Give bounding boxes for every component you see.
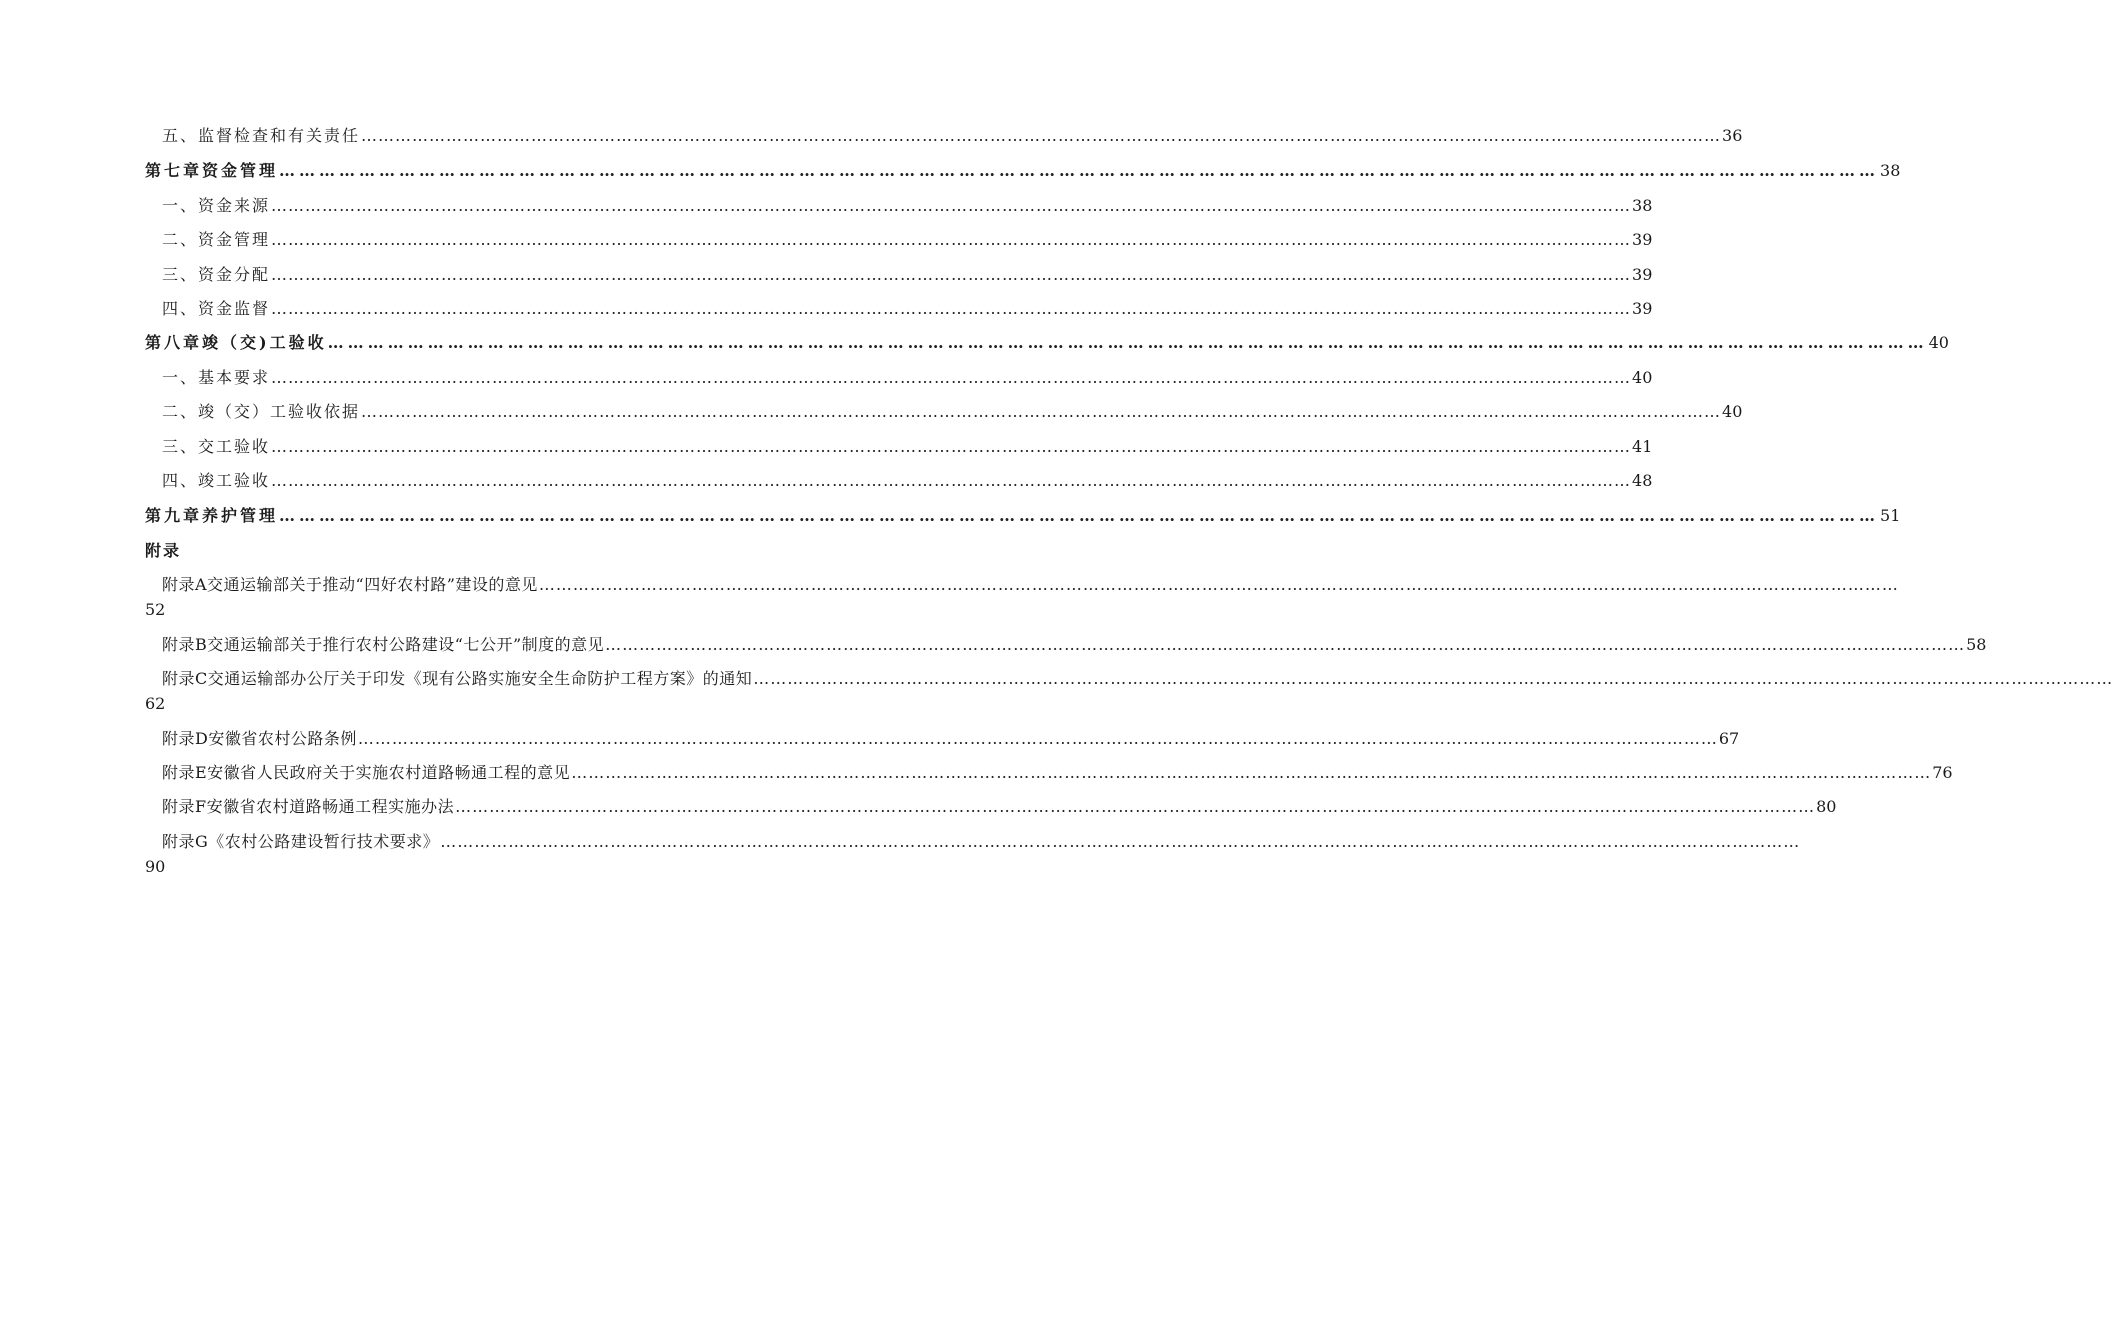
appendix-title: 附录D安徽省农村公路条例 (162, 729, 357, 748)
section-entry (162, 263, 1653, 287)
chapter-title: 第七章资金管理 (145, 161, 279, 180)
appendix-title: 附录F安徽省农村道路畅通工程实施办法 (162, 797, 455, 816)
section-entry (162, 194, 1653, 218)
page-number: 51 (1880, 506, 1901, 525)
page-number: 40 (1722, 402, 1743, 421)
appendix-entry (162, 727, 1740, 751)
leader-dots: …………………………………………………………………………………………………………………………………………………………………………………………………………………… (279, 161, 1880, 180)
page-number: 48 (1632, 471, 1653, 490)
page-number: 39 (1632, 230, 1653, 249)
leader-dots: …………………………………………………………………………………………………………………………………………………………………………………………………………………… (327, 333, 1928, 352)
leader-dots: …………………………………………………………………………………………………………………………………………………………………………………………………………………… (571, 763, 1932, 782)
page-number: 39 (1632, 299, 1653, 318)
page-number: 38 (1880, 161, 1901, 180)
leader-dots: …………………………………………………………………………………………………………………………………………………………………………………………………………………… (605, 635, 1966, 654)
section-title: 二、竣（交）工验收依据 (162, 402, 361, 421)
section-title: 四、竣工验收 (162, 471, 271, 490)
chapter-title: 第八章竣（交)工验收 (145, 333, 327, 352)
page-number: 62 (145, 694, 166, 713)
page-number: 52 (145, 600, 166, 619)
appendix-entry (162, 830, 1801, 854)
section-entry (162, 400, 1743, 424)
appendix-title: 附录G《农村公路建设暂行技术要求》 (162, 832, 440, 851)
leader-dots: …………………………………………………………………………………………………………………………………………………………………………………………………………………… (271, 196, 1632, 215)
leader-dots: …………………………………………………………………………………………………………………………………………………………………………………………………………………… (455, 797, 1816, 816)
leader-dots: …………………………………………………………………………………………………………………………………………………………………………………………………………………… (440, 832, 1801, 851)
section-title: 一、资金来源 (162, 196, 271, 215)
page-number: 38 (1632, 196, 1653, 215)
leader-dots: …………………………………………………………………………………………………………………………………………………………………………………………………………………… (361, 126, 1722, 145)
section-entry (162, 297, 1653, 321)
leader-dots: …………………………………………………………………………………………………………………………………………………………………………………………………………………… (279, 506, 1880, 525)
section-entry (162, 124, 1743, 148)
chapter-title: 第九章养护管理 (145, 506, 279, 525)
leader-dots: …………………………………………………………………………………………………………………………………………………………………………………………………………………… (357, 729, 1718, 748)
section-entry (162, 469, 1653, 493)
chapter-entry (145, 504, 1901, 528)
appendix-entry (162, 795, 1837, 819)
section-entry (162, 366, 1653, 390)
chapter-entry (145, 159, 1901, 183)
leader-dots: …………………………………………………………………………………………………………………………………………………………………………………………………………………… (271, 471, 1632, 490)
page-number: 58 (1966, 635, 1987, 654)
appendix-title: 附录A交通运输部关于推动“四好农村路”建设的意见 (162, 575, 538, 594)
appendix-heading: 附录 (145, 541, 182, 560)
page-number: 36 (1722, 126, 1743, 145)
leader-dots: …………………………………………………………………………………………………………………………………………………………………………………………………………………… (538, 575, 1899, 594)
leader-dots: …………………………………………………………………………………………………………………………………………………………………………………………………………………… (271, 299, 1632, 318)
section-title: 一、基本要求 (162, 368, 271, 387)
appendix-title: 附录B交通运输部关于推行农村公路建设“七公开”制度的意见 (162, 635, 605, 654)
section-title: 五、监督检查和有关责任 (162, 126, 361, 145)
page-number: 39 (1632, 265, 1653, 284)
page-number: 40 (1632, 368, 1653, 387)
appendix-entry (162, 573, 1899, 597)
leader-dots: …………………………………………………………………………………………………………………………………………………………………………………………………………………… (271, 230, 1632, 249)
appendix-entry (162, 633, 1987, 657)
appendix-entry (162, 761, 1953, 785)
page-number: 40 (1928, 333, 1949, 352)
section-entry (162, 435, 1653, 459)
page-number: 76 (1932, 763, 1953, 782)
page-number: 67 (1718, 729, 1740, 748)
section-title: 二、资金管理 (162, 230, 271, 249)
leader-dots: …………………………………………………………………………………………………………………………………………………………………………………………………………………… (271, 437, 1632, 456)
section-title: 三、交工验收 (162, 437, 271, 456)
appendix-entry (162, 667, 2113, 691)
page-number: 80 (1816, 797, 1837, 816)
leader-dots: …………………………………………………………………………………………………………………………………………………………………………………………………………………… (361, 402, 1722, 421)
leader-dots: …………………………………………………………………………………………………………………………………………………………………………………………………………………… (271, 265, 1632, 284)
leader-dots: …………………………………………………………………………………………………………………………………………………………………………………………………………………… (753, 669, 2113, 688)
page-number: 90 (145, 857, 166, 876)
appendix-title: 附录C交通运输部办公厅关于印发《现有公路实施安全生命防护工程方案》的通知 (162, 669, 753, 688)
page-number: 41 (1632, 437, 1653, 456)
section-title: 四、资金监督 (162, 299, 271, 318)
appendix-title: 附录E安徽省人民政府关于实施农村道路畅通工程的意见 (162, 763, 571, 782)
section-entry (162, 228, 1653, 252)
leader-dots: …………………………………………………………………………………………………………………………………………………………………………………………………………………… (271, 368, 1632, 387)
section-title: 三、资金分配 (162, 265, 271, 284)
chapter-entry (145, 331, 1949, 355)
